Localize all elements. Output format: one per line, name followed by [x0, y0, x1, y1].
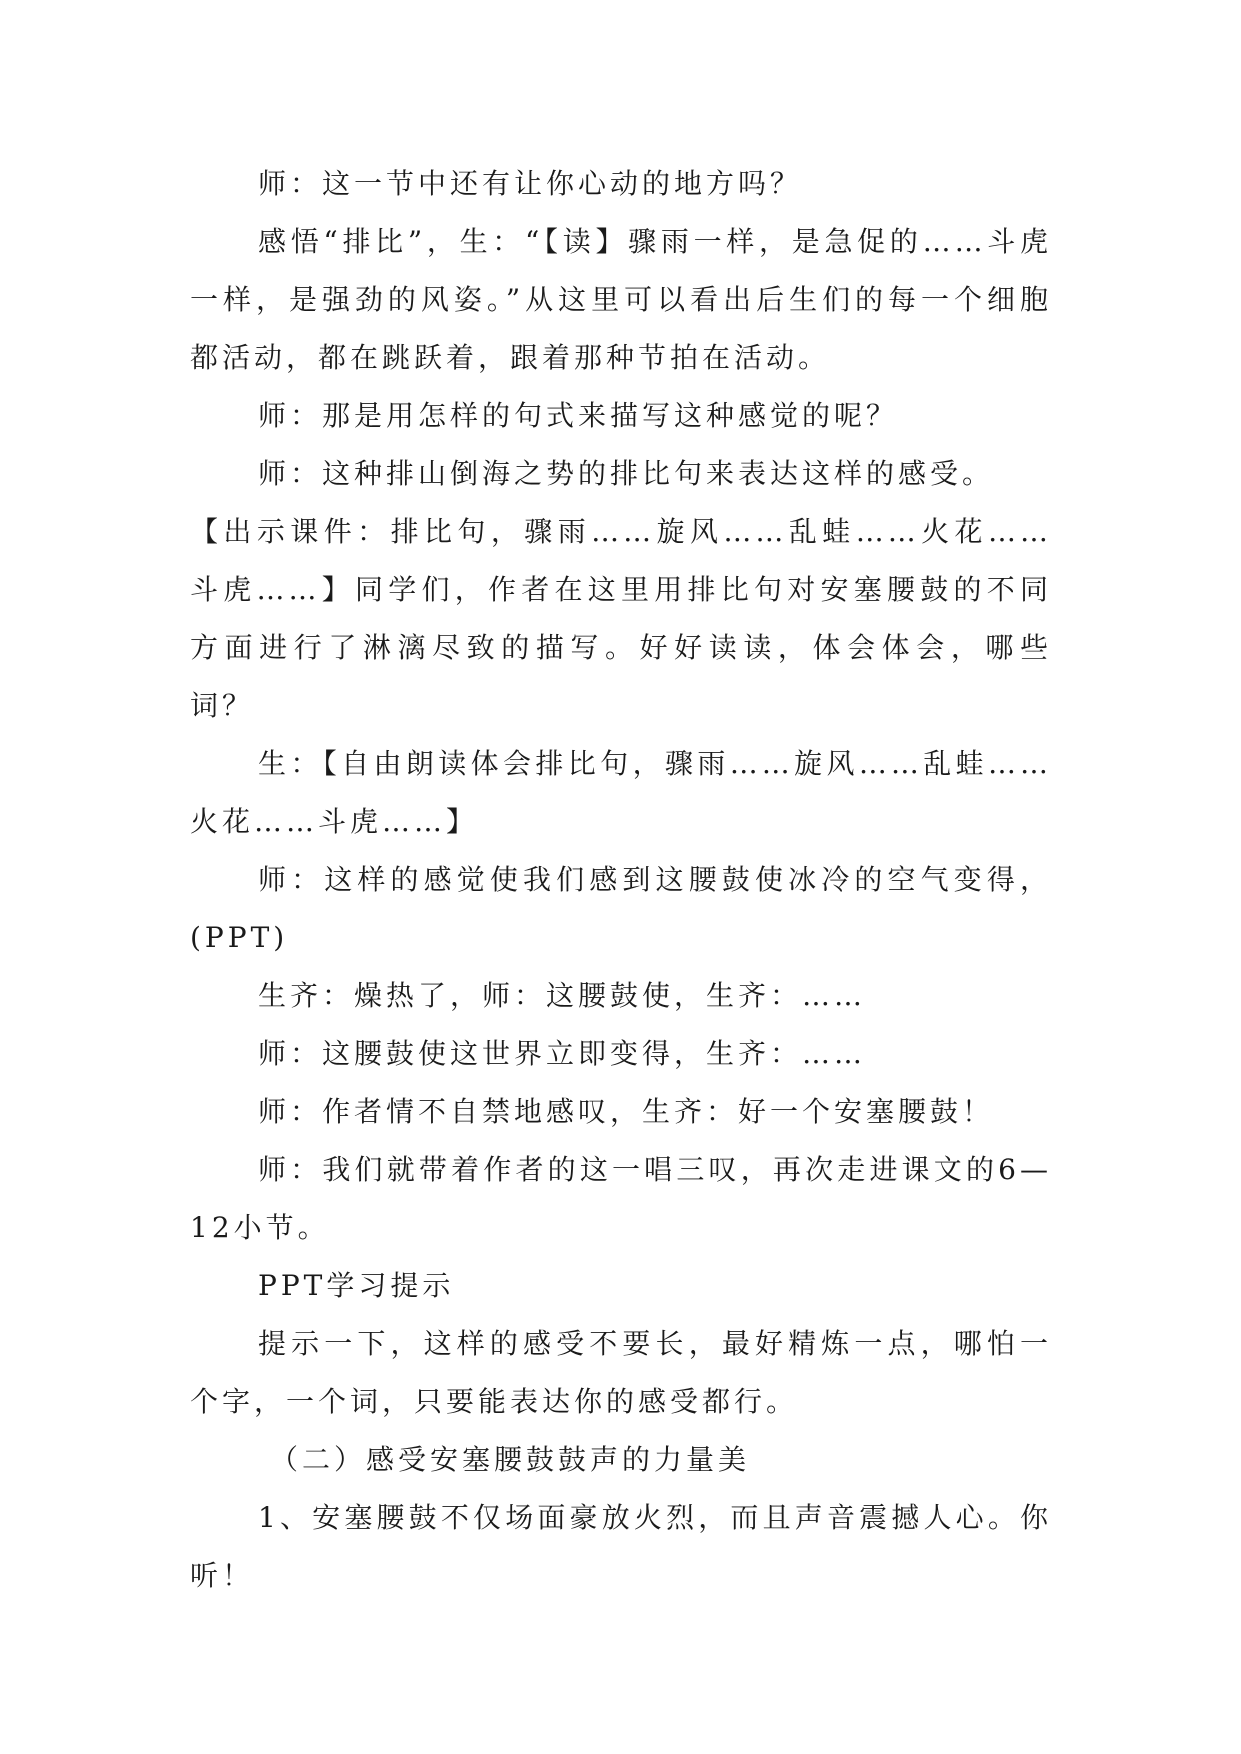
paragraph: PPT学习提示: [258, 1269, 455, 1302]
paragraph: 感悟“排比”，生：“【读】骤雨一样，是急促的……斗虎一样，是强劲的风姿。”从这里可以看出后生们的每一个细胞都活动，都在跳跃着，跟着那种节拍在活动。: [190, 225, 1052, 374]
paragraph: 提示一下，这样的感受不要长，最好精炼一点，哪怕一个字，一个词，只要能表达你的感受都行。: [190, 1327, 1052, 1418]
paragraph: 师：作者情不自禁地感叹，生齐：好一个安塞腰鼓！: [258, 1095, 995, 1128]
paragraph: 生：【自由朗读体会排比句，骤雨……旋风……乱蛙……火花……斗虎……】: [190, 747, 1052, 838]
paragraph: 师：这腰鼓使这世界立即变得，生齐：……: [258, 1037, 867, 1070]
paragraph: 师：这种排山倒海之势的排比句来表达这样的感受。: [258, 457, 995, 490]
paragraph: 师：我们就带着作者的这一唱三叹，再次走进课文的6—12小节。: [190, 1153, 1052, 1244]
paragraph: 师：这一节中还有让你心动的地方吗？: [258, 167, 803, 200]
document-page: [190, 155, 1052, 1605]
paragraph: 1、安塞腰鼓不仅场面豪放火烈，而且声音震撼人心。你听！: [190, 1501, 1052, 1592]
paragraph: 【出示课件：排比句，骤雨……旋风……乱蛙……火花……斗虎……】同学们，作者在这里用排比句对安塞腰鼓的不同方面进行了淋漓尽致的描写。好好读读，体会体会，哪些词？: [190, 515, 1052, 722]
paragraph: 师：那是用怎样的句式来描写这种感觉的呢？: [258, 399, 899, 432]
section-heading: （二）感受安塞腰鼓鼓声的力量美: [270, 1443, 751, 1476]
paragraph: 生齐：燥热了，师：这腰鼓使，生齐：……: [258, 979, 867, 1012]
paragraph: 师：这样的感觉使我们感到这腰鼓使冰冷的空气变得，(PPT): [190, 863, 1052, 954]
